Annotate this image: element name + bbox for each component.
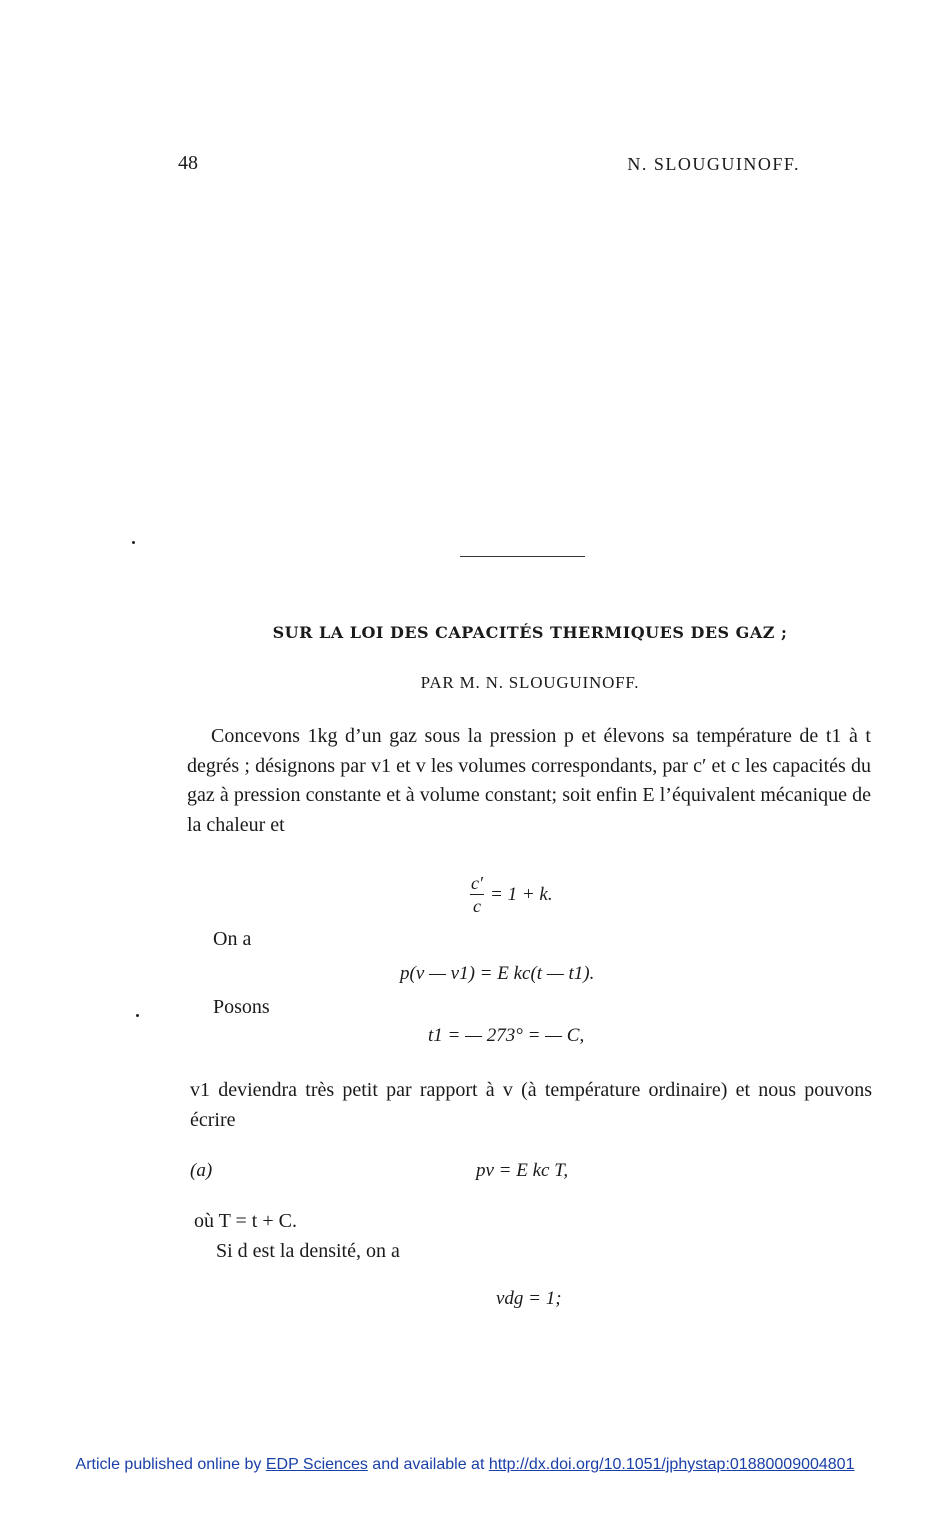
fraction-denominator: c <box>473 896 481 916</box>
stray-mark <box>136 1014 139 1017</box>
footer-prefix: Article published online by <box>75 1456 262 1473</box>
posons-text: Posons <box>213 996 270 1018</box>
section-rule <box>460 556 585 557</box>
equation-3: pv = E kc T, <box>476 1160 569 1181</box>
doi-link[interactable]: http://dx.doi.org/10.1051/jphystap:01880009004801 <box>488 1456 855 1473</box>
stray-mark <box>132 541 135 544</box>
fraction <box>470 874 484 915</box>
ratio-rhs: = 1 + k. <box>490 883 553 905</box>
article-title: SUR LA LOI DES CAPACITÉS THERMIQUES DES GAZ ; <box>272 623 788 642</box>
on-a-text: On a <box>213 928 252 950</box>
ou-text: où T = t + C. <box>194 1210 297 1232</box>
equation-1: p(v — v1) = E kc(t — t1). <box>400 963 595 984</box>
paragraph-1-text: Concevons 1kg d’un gaz sous la pression p et élevons sa température de t1 à t degrés ; désignons par v1 et v les volumes correspondants, par c′ et c les capacités du gaz à pression constante et à volume constant; soit enfin E l’équivalent mécanique de la chaleur et <box>187 725 871 836</box>
page-number: 48 <box>178 152 198 174</box>
fraction-numerator: c′ <box>471 873 483 893</box>
paragraph-2: v1 deviendra très petit par rapport à v (à température ordinaire) et nous pouvons écrire <box>190 1079 872 1131</box>
article-byline: PAR M. N. SLOUGUINOFF. <box>420 673 640 692</box>
equation-ratio <box>470 874 553 915</box>
si-d-text: Si d est la densité, on a <box>216 1240 400 1262</box>
footer-middle: and available at <box>372 1456 485 1473</box>
publication-footer <box>0 1456 930 1474</box>
publisher-link[interactable]: EDP Sciences <box>265 1456 368 1473</box>
equation-4: vdg = 1; <box>496 1288 562 1309</box>
paragraph-1 <box>187 722 871 840</box>
equation-label-a: (a) <box>190 1160 213 1181</box>
fraction-bar <box>470 894 484 895</box>
equation-2: t1 = — 273° = — C, <box>428 1025 585 1046</box>
running-head: N. SLOUGUINOFF. <box>627 154 800 174</box>
